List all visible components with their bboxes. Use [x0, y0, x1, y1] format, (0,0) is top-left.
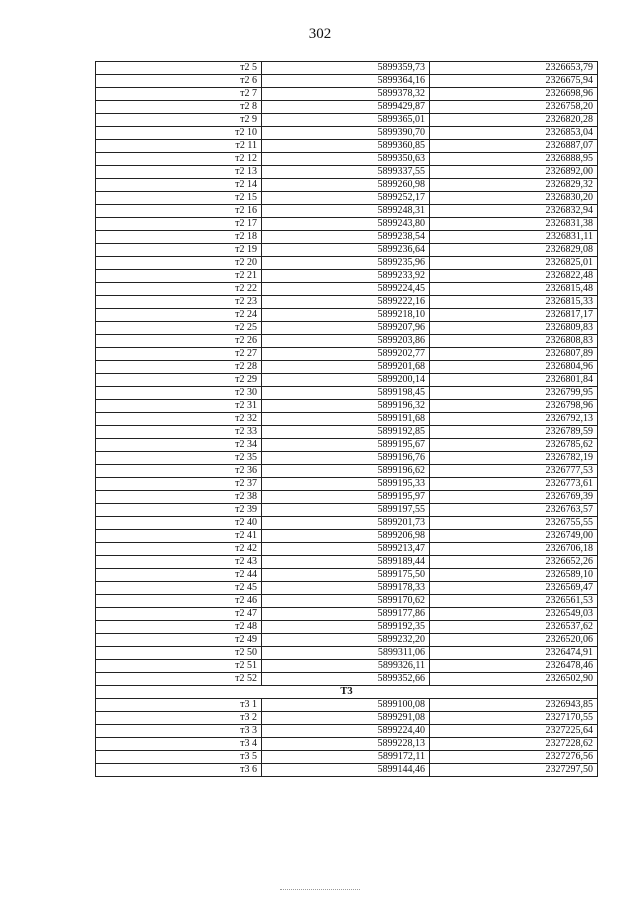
point-name-cell: т2 32 [96, 413, 262, 426]
x-coordinate-cell: 5899326,11 [262, 660, 430, 673]
x-coordinate-cell: 5899195,67 [262, 439, 430, 452]
table-row [96, 127, 598, 140]
table-row [96, 426, 598, 439]
x-coordinate-cell: 5899197,55 [262, 504, 430, 517]
point-name-cell: т2 16 [96, 205, 262, 218]
coordinates-table-body [96, 62, 598, 777]
y-coordinate-cell: 2326758,20 [430, 101, 598, 114]
table-row [96, 205, 598, 218]
y-coordinate-cell: 2326502,90 [430, 673, 598, 686]
y-coordinate-cell: 2326830,20 [430, 192, 598, 205]
table-row [96, 140, 598, 153]
table-row [96, 504, 598, 517]
point-name-cell: т2 21 [96, 270, 262, 283]
point-name-cell: т2 39 [96, 504, 262, 517]
y-coordinate-cell: 2327170,55 [430, 712, 598, 725]
y-coordinate-cell: 2326801,84 [430, 374, 598, 387]
x-coordinate-cell: 5899238,54 [262, 231, 430, 244]
section-header-row [96, 686, 598, 699]
point-name-cell: т3 4 [96, 738, 262, 751]
x-coordinate-cell: 5899248,31 [262, 205, 430, 218]
table-row [96, 673, 598, 686]
point-name-cell: т3 2 [96, 712, 262, 725]
x-coordinate-cell: 5899195,97 [262, 491, 430, 504]
x-coordinate-cell: 5899291,08 [262, 712, 430, 725]
x-coordinate-cell: 5899213,47 [262, 543, 430, 556]
x-coordinate-cell: 5899378,32 [262, 88, 430, 101]
point-name-cell: т2 44 [96, 569, 262, 582]
point-name-cell: т2 36 [96, 465, 262, 478]
x-coordinate-cell: 5899206,98 [262, 530, 430, 543]
table-row [96, 335, 598, 348]
point-name-cell: т2 50 [96, 647, 262, 660]
x-coordinate-cell: 5899359,73 [262, 62, 430, 75]
y-coordinate-cell: 2326755,55 [430, 517, 598, 530]
point-name-cell: т2 52 [96, 673, 262, 686]
x-coordinate-cell: 5899236,64 [262, 244, 430, 257]
y-coordinate-cell: 2326822,48 [430, 270, 598, 283]
y-coordinate-cell: 2326749,00 [430, 530, 598, 543]
y-coordinate-cell: 2326820,28 [430, 114, 598, 127]
point-name-cell: т3 3 [96, 725, 262, 738]
x-coordinate-cell: 5899144,46 [262, 764, 430, 777]
table-row [96, 660, 598, 673]
y-coordinate-cell: 2326773,61 [430, 478, 598, 491]
table-row [96, 348, 598, 361]
table-row [96, 296, 598, 309]
point-name-cell: т2 33 [96, 426, 262, 439]
point-name-cell: т2 7 [96, 88, 262, 101]
x-coordinate-cell: 5899260,98 [262, 179, 430, 192]
table-row [96, 608, 598, 621]
table-row [96, 621, 598, 634]
y-coordinate-cell: 2326785,62 [430, 439, 598, 452]
table-row [96, 374, 598, 387]
y-coordinate-cell: 2326817,17 [430, 309, 598, 322]
y-coordinate-cell: 2326815,48 [430, 283, 598, 296]
table-row [96, 543, 598, 556]
point-name-cell: т2 17 [96, 218, 262, 231]
table-row [96, 452, 598, 465]
y-coordinate-cell: 2326782,19 [430, 452, 598, 465]
point-name-cell: т2 18 [96, 231, 262, 244]
table-row [96, 595, 598, 608]
point-name-cell: т2 34 [96, 439, 262, 452]
x-coordinate-cell: 5899350,63 [262, 153, 430, 166]
x-coordinate-cell: 5899337,55 [262, 166, 430, 179]
point-name-cell: т2 26 [96, 335, 262, 348]
y-coordinate-cell: 2326831,38 [430, 218, 598, 231]
point-name-cell: т2 48 [96, 621, 262, 634]
point-name-cell: т2 29 [96, 374, 262, 387]
x-coordinate-cell: 5899207,96 [262, 322, 430, 335]
point-name-cell: т3 5 [96, 751, 262, 764]
point-name-cell: т2 12 [96, 153, 262, 166]
point-name-cell: т2 24 [96, 309, 262, 322]
point-name-cell: т2 31 [96, 400, 262, 413]
x-coordinate-cell: 5899232,20 [262, 634, 430, 647]
y-coordinate-cell: 2326549,03 [430, 608, 598, 621]
y-coordinate-cell: 2326792,13 [430, 413, 598, 426]
point-name-cell: т2 13 [96, 166, 262, 179]
table-row [96, 725, 598, 738]
y-coordinate-cell: 2326561,53 [430, 595, 598, 608]
y-coordinate-cell: 2326675,94 [430, 75, 598, 88]
y-coordinate-cell: 2326652,26 [430, 556, 598, 569]
x-coordinate-cell: 5899195,33 [262, 478, 430, 491]
table-row [96, 88, 598, 101]
x-coordinate-cell: 5899191,68 [262, 413, 430, 426]
y-coordinate-cell: 2326520,06 [430, 634, 598, 647]
table-row [96, 244, 598, 257]
y-coordinate-cell: 2327228,62 [430, 738, 598, 751]
x-coordinate-cell: 5899178,33 [262, 582, 430, 595]
table-row [96, 309, 598, 322]
y-coordinate-cell: 2326829,08 [430, 244, 598, 257]
y-coordinate-cell: 2327276,56 [430, 751, 598, 764]
table-row [96, 400, 598, 413]
x-coordinate-cell: 5899170,62 [262, 595, 430, 608]
table-row [96, 647, 598, 660]
x-coordinate-cell: 5899177,86 [262, 608, 430, 621]
table-row [96, 62, 598, 75]
table-row [96, 114, 598, 127]
x-coordinate-cell: 5899201,73 [262, 517, 430, 530]
point-name-cell: т2 22 [96, 283, 262, 296]
y-coordinate-cell: 2326888,95 [430, 153, 598, 166]
point-name-cell: т2 28 [96, 361, 262, 374]
point-name-cell: т2 47 [96, 608, 262, 621]
table-row [96, 192, 598, 205]
point-name-cell: т2 38 [96, 491, 262, 504]
point-name-cell: т3 1 [96, 699, 262, 712]
y-coordinate-cell: 2326474,91 [430, 647, 598, 660]
x-coordinate-cell: 5899172,11 [262, 751, 430, 764]
table-row [96, 517, 598, 530]
x-coordinate-cell: 5899192,35 [262, 621, 430, 634]
y-coordinate-cell: 2326478,46 [430, 660, 598, 673]
x-coordinate-cell: 5899311,06 [262, 647, 430, 660]
x-coordinate-cell: 5899243,80 [262, 218, 430, 231]
x-coordinate-cell: 5899175,50 [262, 569, 430, 582]
table-row [96, 101, 598, 114]
point-name-cell: т2 11 [96, 140, 262, 153]
page-number: 302 [308, 26, 332, 42]
y-coordinate-cell: 2326777,53 [430, 465, 598, 478]
y-coordinate-cell: 2326589,10 [430, 569, 598, 582]
x-coordinate-cell: 5899390,70 [262, 127, 430, 140]
point-name-cell: т2 10 [96, 127, 262, 140]
table-row [96, 439, 598, 452]
table-row [96, 75, 598, 88]
x-coordinate-cell: 5899202,77 [262, 348, 430, 361]
y-coordinate-cell: 2326653,79 [430, 62, 598, 75]
y-coordinate-cell: 2326763,57 [430, 504, 598, 517]
x-coordinate-cell: 5899224,45 [262, 283, 430, 296]
table-row [96, 764, 598, 777]
point-name-cell: т2 51 [96, 660, 262, 673]
y-coordinate-cell: 2326829,32 [430, 179, 598, 192]
x-coordinate-cell: 5899228,13 [262, 738, 430, 751]
x-coordinate-cell: 5899364,16 [262, 75, 430, 88]
point-name-cell: т2 14 [96, 179, 262, 192]
table-row [96, 231, 598, 244]
point-name-cell: т2 42 [96, 543, 262, 556]
y-coordinate-cell: 2326698,96 [430, 88, 598, 101]
y-coordinate-cell: 2326943,85 [430, 699, 598, 712]
y-coordinate-cell: 2326831,11 [430, 231, 598, 244]
point-name-cell: т2 19 [96, 244, 262, 257]
point-name-cell: т2 27 [96, 348, 262, 361]
point-name-cell: т2 5 [96, 62, 262, 75]
y-coordinate-cell: 2326537,62 [430, 621, 598, 634]
point-name-cell: т2 45 [96, 582, 262, 595]
table-row [96, 556, 598, 569]
table-row [96, 569, 598, 582]
table-row [96, 413, 598, 426]
table-row [96, 491, 598, 504]
table-row [96, 699, 598, 712]
table-row [96, 270, 598, 283]
point-name-cell: т2 40 [96, 517, 262, 530]
table-row [96, 387, 598, 400]
y-coordinate-cell: 2326808,83 [430, 335, 598, 348]
x-coordinate-cell: 5899233,92 [262, 270, 430, 283]
x-coordinate-cell: 5899100,08 [262, 699, 430, 712]
table-row [96, 582, 598, 595]
table-row [96, 751, 598, 764]
point-name-cell: т2 9 [96, 114, 262, 127]
page-bottom-marks [280, 889, 360, 891]
x-coordinate-cell: 5899224,40 [262, 725, 430, 738]
table-row [96, 530, 598, 543]
y-coordinate-cell: 2327225,64 [430, 725, 598, 738]
x-coordinate-cell: 5899218,10 [262, 309, 430, 322]
y-coordinate-cell: 2326825,01 [430, 257, 598, 270]
table-row [96, 738, 598, 751]
table-row [96, 634, 598, 647]
table-row [96, 257, 598, 270]
point-name-cell: т2 41 [96, 530, 262, 543]
point-name-cell: т2 15 [96, 192, 262, 205]
coordinates-table [95, 61, 598, 777]
point-name-cell: т2 46 [96, 595, 262, 608]
x-coordinate-cell: 5899360,85 [262, 140, 430, 153]
y-coordinate-cell: 2326892,00 [430, 166, 598, 179]
y-coordinate-cell: 2326769,39 [430, 491, 598, 504]
table-row [96, 465, 598, 478]
y-coordinate-cell: 2326887,07 [430, 140, 598, 153]
y-coordinate-cell: 2326798,96 [430, 400, 598, 413]
table-row [96, 322, 598, 335]
x-coordinate-cell: 5899192,85 [262, 426, 430, 439]
x-coordinate-cell: 5899365,01 [262, 114, 430, 127]
x-coordinate-cell: 5899352,66 [262, 673, 430, 686]
point-name-cell: т2 25 [96, 322, 262, 335]
x-coordinate-cell: 5899252,17 [262, 192, 430, 205]
table-row [96, 179, 598, 192]
table-row [96, 153, 598, 166]
y-coordinate-cell: 2326809,83 [430, 322, 598, 335]
x-coordinate-cell: 5899196,32 [262, 400, 430, 413]
table-row [96, 712, 598, 725]
point-name-cell: т2 37 [96, 478, 262, 491]
point-name-cell: т2 49 [96, 634, 262, 647]
y-coordinate-cell: 2326569,47 [430, 582, 598, 595]
y-coordinate-cell: 2326853,04 [430, 127, 598, 140]
point-name-cell: т2 8 [96, 101, 262, 114]
x-coordinate-cell: 5899198,45 [262, 387, 430, 400]
x-coordinate-cell: 5899235,96 [262, 257, 430, 270]
y-coordinate-cell: 2326807,89 [430, 348, 598, 361]
x-coordinate-cell: 5899203,86 [262, 335, 430, 348]
point-name-cell: т2 20 [96, 257, 262, 270]
y-coordinate-cell: 2327297,50 [430, 764, 598, 777]
y-coordinate-cell: 2326832,94 [430, 205, 598, 218]
table-row [96, 166, 598, 179]
y-coordinate-cell: 2326804,96 [430, 361, 598, 374]
x-coordinate-cell: 5899196,62 [262, 465, 430, 478]
point-name-cell: т2 35 [96, 452, 262, 465]
point-name-cell: т2 6 [96, 75, 262, 88]
table-row [96, 361, 598, 374]
y-coordinate-cell: 2326789,59 [430, 426, 598, 439]
x-coordinate-cell: 5899189,44 [262, 556, 430, 569]
y-coordinate-cell: 2326815,33 [430, 296, 598, 309]
section-header: Т3 [96, 686, 598, 699]
table-row [96, 283, 598, 296]
point-name-cell: т2 30 [96, 387, 262, 400]
x-coordinate-cell: 5899196,76 [262, 452, 430, 465]
y-coordinate-cell: 2326706,18 [430, 543, 598, 556]
y-coordinate-cell: 2326799,95 [430, 387, 598, 400]
point-name-cell: т2 23 [96, 296, 262, 309]
table-row [96, 478, 598, 491]
x-coordinate-cell: 5899200,14 [262, 374, 430, 387]
point-name-cell: т2 43 [96, 556, 262, 569]
point-name-cell: т3 6 [96, 764, 262, 777]
x-coordinate-cell: 5899429,87 [262, 101, 430, 114]
x-coordinate-cell: 5899222,16 [262, 296, 430, 309]
x-coordinate-cell: 5899201,68 [262, 361, 430, 374]
table-row [96, 218, 598, 231]
